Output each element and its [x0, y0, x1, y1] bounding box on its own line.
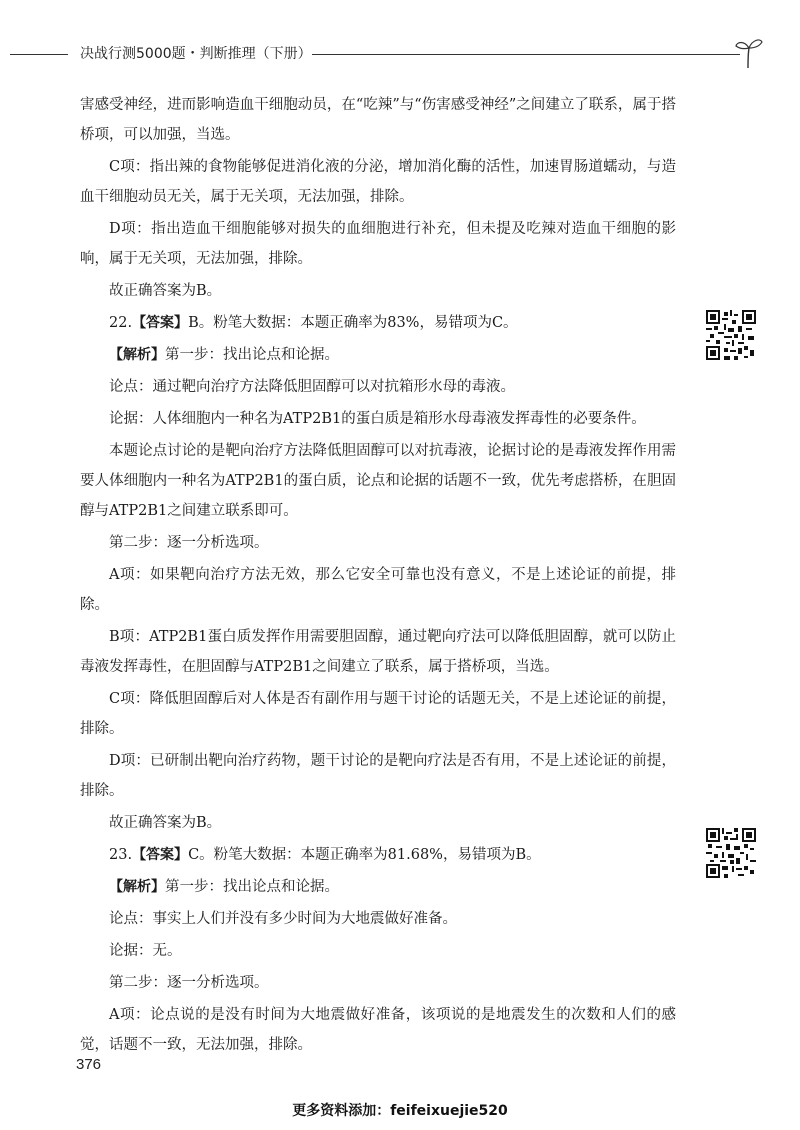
analysis-line-23: 【解析】第一步：找出论点和论据。: [109, 879, 339, 895]
analysis-line-22: 【解析】第一步：找出论点和论据。: [109, 347, 339, 363]
answer-label: 【答案】: [132, 847, 189, 863]
paragraph: 故正确答案为B。: [109, 815, 222, 831]
paragraph: 本题论点讨论的是靶向治疗方法降低胆固醇可以对抗毒液，论据讨论的是毒液发挥作用需要人体细胞内一种名为ATP2B1的蛋白质，论点和论据的话题不一致，优先考虑搭桥，在胆固醇与ATP2B1之间建立联系即可。: [80, 443, 676, 519]
paragraph: 故正确答案为B。: [109, 283, 222, 299]
paragraph: 论点：事实上人们并没有多少时间为大地震做好准备。: [109, 911, 457, 927]
paragraph: A项：论点说的是没有时间为大地震做好准备，该项说的是地震发生的次数和人们的感觉，话题不一致，无法加强，排除。: [80, 1007, 676, 1053]
qr-code-icon[interactable]: [706, 828, 756, 878]
page-number: 376: [76, 1056, 102, 1073]
paragraph: B项：ATP2B1蛋白质发挥作用需要胆固醇，通过靶向疗法可以降低胆固醇，就可以防止毒液发挥毒性，在胆固醇与ATP2B1之间建立了联系，属于搭桥项，当选。: [80, 629, 676, 675]
book-title: 决战行测5000题・判断推理（下册）: [80, 46, 312, 62]
paragraph: 第二步：逐一分析选项。: [109, 535, 269, 551]
header-rule-left: [10, 54, 68, 55]
paragraph: D项：已研制出靶向治疗药物，题干讨论的是靶向疗法是否有用，不是上述论证的前提，排除。: [80, 753, 676, 799]
paragraph: 害感受神经，进而影响造血干细胞动员，在“吃辣”与“伤害感受神经”之间建立了联系，属于搭桥项，可以加强，当选。: [80, 97, 676, 143]
paragraph: 论据：人体细胞内一种名为ATP2B1的蛋白质是箱形水母毒液发挥毒性的必要条件。: [109, 411, 646, 427]
paragraph: 论点：通过靶向治疗方法降低胆固醇可以对抗箱形水母的毒液。: [109, 379, 515, 395]
page-body: [80, 90, 676, 1062]
paragraph: 第二步：逐一分析选项。: [109, 975, 269, 991]
running-header: [0, 36, 800, 76]
qr-code-graphic: [706, 828, 756, 878]
paragraph: D项：指出造血干细胞能够对损失的血细胞进行补充，但未提及吃辣对造血干细胞的影响，属于无关项，无法加强，排除。: [80, 221, 676, 267]
analysis-label: 【解析】: [109, 347, 165, 363]
paragraph: A项：如果靶向治疗方法无效，那么它安全可靠也没有意义，不是上述论证的前提，排除。: [80, 567, 676, 613]
answer-line-23: 23.【答案】C。粉笔大数据：本题正确率为81.68%，易错项为B。: [109, 847, 541, 863]
analysis-label: 【解析】: [109, 879, 165, 895]
sprout-icon: [734, 36, 764, 70]
paragraph: 论据：无。: [109, 943, 182, 959]
answer-label: 【答案】: [132, 315, 189, 331]
qr-code-icon[interactable]: [706, 310, 756, 360]
qr-code-graphic: [706, 310, 756, 360]
header-rule-right: [312, 54, 740, 55]
footer-note: 更多资料添加：feifeixuejie520: [292, 1103, 508, 1119]
answer-line-22: 22.【答案】B。粉笔大数据：本题正确率为83%，易错项为C。: [109, 315, 518, 331]
paragraph: C项：降低胆固醇后对人体是否有副作用与题干讨论的话题无关，不是上述论证的前提，排除。: [80, 691, 676, 737]
paragraph: C项：指出辣的食物能够促进消化液的分泌，增加消化酶的活性，加速胃肠道蠕动，与造血干细胞动员无关，属于无关项，无法加强，排除。: [80, 159, 676, 205]
